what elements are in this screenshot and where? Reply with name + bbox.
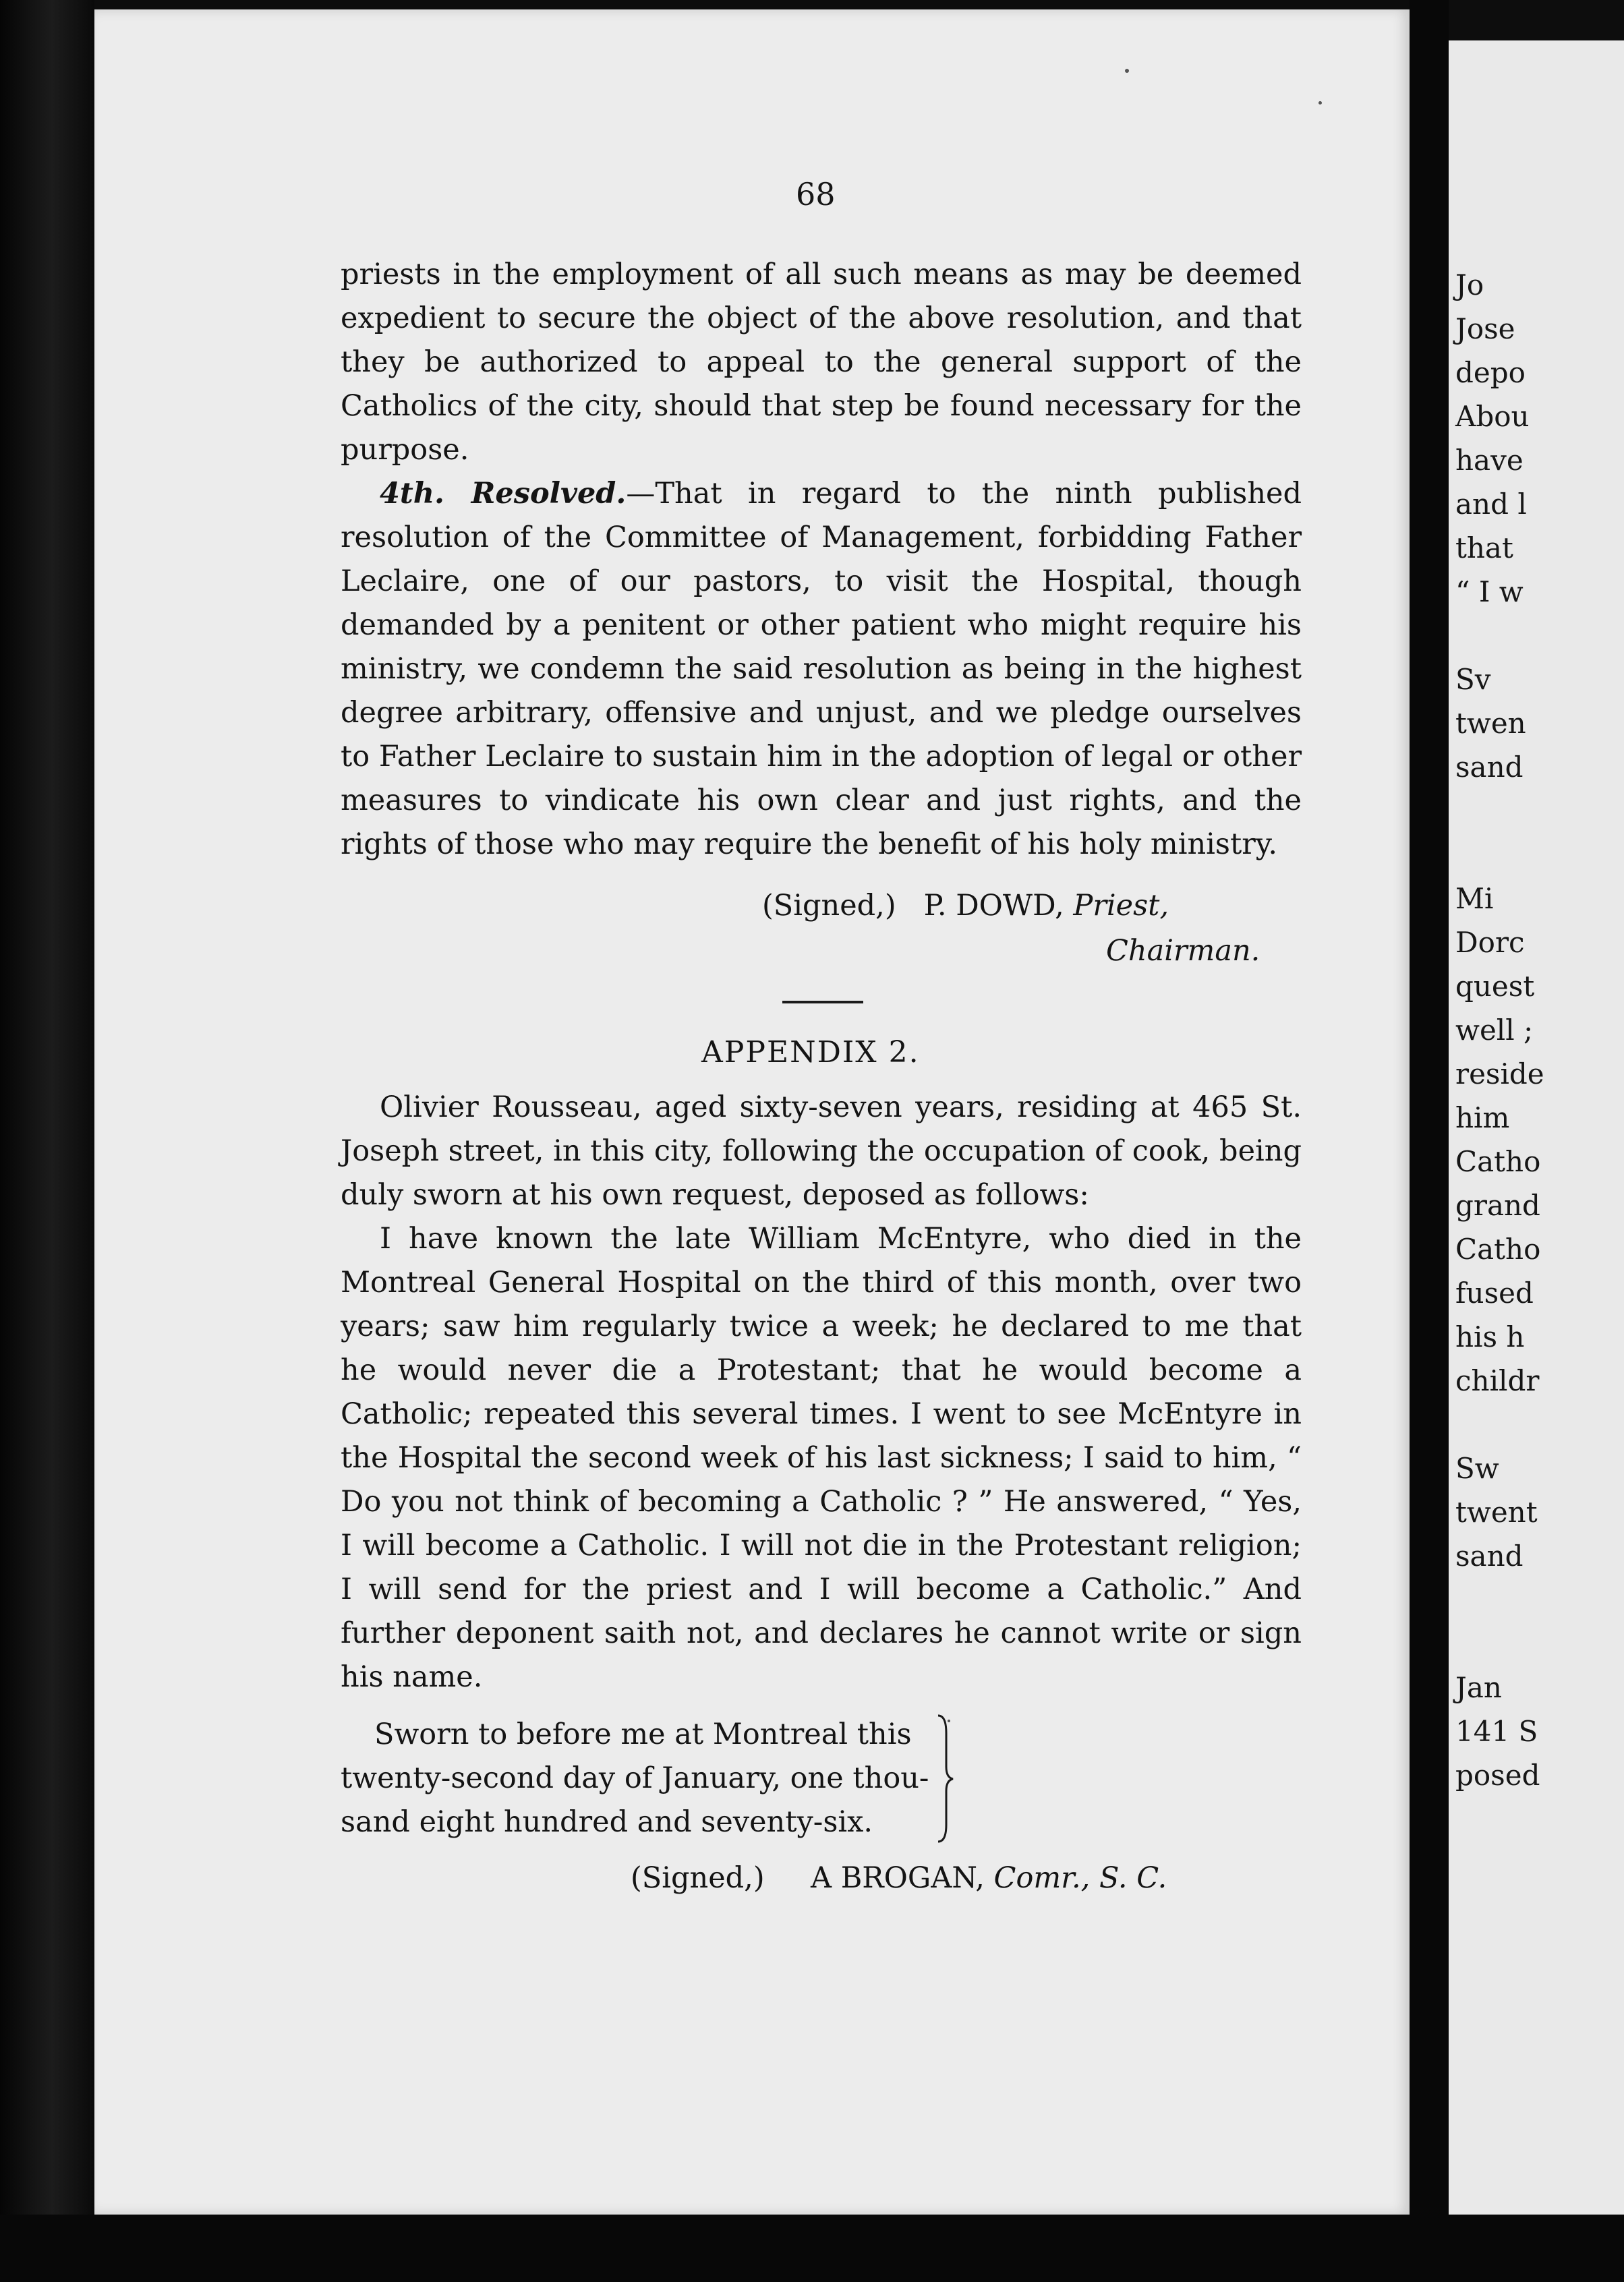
facing-line: depo bbox=[1455, 356, 1526, 389]
paragraph-continued bbox=[341, 253, 1302, 867]
signer-role: Priest, bbox=[1073, 889, 1169, 923]
facing-line: sand bbox=[1455, 1540, 1524, 1573]
sworn-statement bbox=[341, 1713, 948, 1844]
scan-speck bbox=[1318, 101, 1322, 105]
facing-line: Catho bbox=[1455, 1233, 1541, 1266]
facing-line: grand bbox=[1455, 1189, 1540, 1222]
signed-prefix: (Signed,) bbox=[631, 1861, 765, 1895]
facing-line: Sv bbox=[1455, 663, 1491, 696]
facing-line: Sw bbox=[1455, 1452, 1499, 1485]
sworn-line: sand eight hundred and seventy-six. bbox=[341, 1805, 873, 1839]
signer-name: P. DOWD, bbox=[923, 889, 1064, 923]
signature-priest bbox=[762, 885, 1169, 926]
facing-line: well ; bbox=[1455, 1014, 1534, 1047]
resolution-paragraph bbox=[341, 472, 1302, 867]
book-gutter bbox=[1410, 0, 1449, 2282]
facing-line: Jan bbox=[1455, 1671, 1502, 1704]
facing-line: twent bbox=[1455, 1496, 1538, 1529]
facing-line: quest bbox=[1455, 970, 1535, 1003]
facing-line: “ I w bbox=[1455, 575, 1524, 608]
facing-line: Mi bbox=[1455, 882, 1494, 915]
facing-line bbox=[1455, 1403, 1544, 1446]
facing-line bbox=[1455, 614, 1544, 657]
appendix-intro: Olivier Rousseau, aged sixty-seven years, residing at 465 St. Joseph street, in this city, following the occupation of cook, being duly sworn at his own request, deposed as follows: bbox=[341, 1090, 1302, 1212]
facing-line: Jo bbox=[1455, 268, 1484, 301]
facing-line: posed bbox=[1455, 1759, 1540, 1792]
facing-line: Jose bbox=[1455, 312, 1515, 345]
facing-line: have bbox=[1455, 444, 1524, 477]
facing-line: that bbox=[1455, 531, 1513, 564]
signer-title: Chairman. bbox=[1106, 934, 1260, 968]
facing-line: Catho bbox=[1455, 1145, 1541, 1178]
facing-line: him bbox=[1455, 1101, 1510, 1134]
scan-bottom-edge bbox=[0, 2215, 1624, 2282]
facing-line: his h bbox=[1455, 1320, 1525, 1353]
testimony-paragraph: I have known the late William McEntyre, who died in the Montreal General Hospital on the third of this month, over two years; saw him regularly twice a week; he declared to me that he would never die a Protestant; that he would become a Catholic; repeated this several times. I went to see McEntyre in the Hospital the second week of his last sickness; I said to him, “ Do you not think of becoming a Catholic ? ” He answered, “ Yes, I will become a Catholic. I will not die in the Protestant religion; I will send for the priest and I will become a Catholic.” And further deponent saith not, and declares he cannot write or sign his name. bbox=[341, 1222, 1302, 1694]
facing-line bbox=[1455, 1578, 1544, 1622]
signature-commissioner bbox=[631, 1861, 1167, 1895]
appendix-body bbox=[341, 1086, 1302, 1699]
signed-prefix: (Signed,) bbox=[762, 889, 896, 923]
page-number: 68 bbox=[796, 176, 836, 212]
facing-line: sand bbox=[1455, 751, 1524, 784]
appendix-heading: APPENDIX 2. bbox=[701, 1035, 920, 1070]
section-divider bbox=[782, 1001, 863, 1003]
scan-speck bbox=[1125, 69, 1129, 73]
facing-page bbox=[1449, 40, 1624, 2232]
signer-name: A BROGAN, bbox=[810, 1861, 985, 1895]
resolution-label: 4th. Resolved. bbox=[380, 477, 627, 510]
facing-line bbox=[1455, 1622, 1544, 1666]
facing-line: twen bbox=[1455, 707, 1526, 740]
facing-line: and l bbox=[1455, 488, 1527, 521]
signer-role: Comr., S. C. bbox=[993, 1861, 1167, 1895]
curly-brace bbox=[934, 1713, 954, 1844]
resolution-text: —That in regard to the ninth published resolution of the Committee of Management, forbidding Father Leclaire, one of our pastors, to visit the Hospital, though demanded by a penitent or other patient who might require his ministry, we condemn the said resolution as being in the highest degree arbitrary, offensive and unjust, and we pledge ourselves to Father Leclaire to sustain him in the adoption of legal or other measures to vindicate his own clear and just rights, and the rights of those who may require the benefit of his holy ministry. bbox=[341, 477, 1302, 861]
facing-line: 141 S bbox=[1455, 1715, 1538, 1748]
facing-line bbox=[1455, 833, 1544, 877]
sworn-line: twenty-second day of January, one thou- bbox=[341, 1761, 929, 1795]
facing-line bbox=[1455, 789, 1544, 833]
facing-line: fused bbox=[1455, 1277, 1534, 1310]
facing-line: childr bbox=[1455, 1364, 1540, 1397]
book-binding-left bbox=[0, 0, 94, 2282]
facing-line: Abou bbox=[1455, 400, 1530, 433]
scan-speck bbox=[948, 1720, 950, 1722]
sworn-line: Sworn to before me at Montreal this bbox=[374, 1718, 912, 1751]
facing-page-text bbox=[1455, 263, 1544, 1797]
facing-line: Dorc bbox=[1455, 926, 1525, 959]
paragraph-text: priests in the employment of all such means as may be deemed expedient to secure the object of the above resolution, and that they be authorized to appeal to the general support of the Catholics of the city, should that step be found necessary for the purpose. bbox=[341, 258, 1302, 467]
facing-line: reside bbox=[1455, 1057, 1544, 1090]
